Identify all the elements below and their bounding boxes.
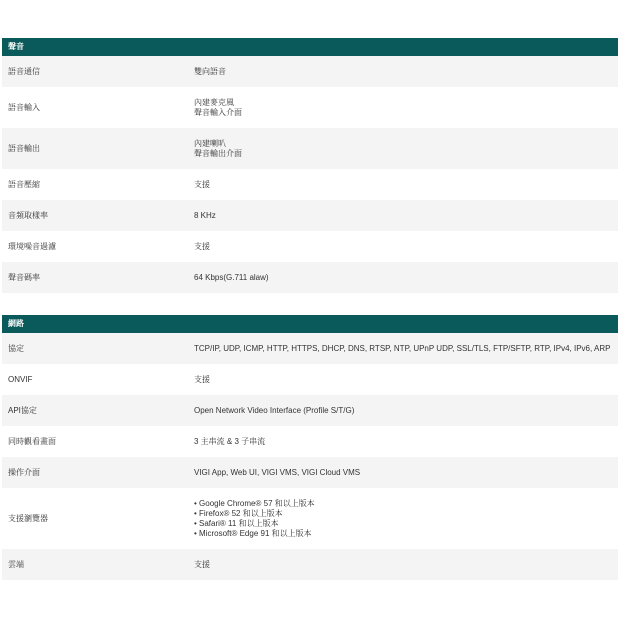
spec-value-line: TCP/IP, UDP, ICMP, HTTP, HTTPS, DHCP, DNS, RTSP, NTP, UPnP UDP, SSL/TLS, FTP/SFTP, RTP, IPv4, IPv6, ARP [194,343,611,353]
spec-value-line: 內建麥克風 [194,97,234,107]
spec-value-line: 支援 [194,179,210,189]
spec-value [194,437,618,447]
spec-value [194,344,618,354]
spec-value-line: • Firefox® 52 和以上版本 [194,508,283,518]
spec-row [2,395,618,426]
spec-row [2,364,618,395]
spec-row [2,549,618,580]
spec-row [2,262,618,293]
spec-value-line: • Google Chrome® 57 和以上版本 [194,498,315,508]
spec-value-line: 8 KHz [194,210,216,220]
spec-label: 語音通信 [8,67,40,76]
spec-label: 雲端 [8,560,24,569]
spec-value-line: 內建喇叭 [194,138,226,148]
audio-section [2,38,618,293]
spec-label: 聲音碼率 [8,273,40,282]
spec-value [194,211,618,221]
spec-row [2,87,618,128]
section-header-audio: 聲音 [2,38,618,56]
spec-value [194,468,618,478]
spec-value [194,139,618,159]
spec-value [194,242,618,252]
spec-row [2,200,618,231]
spec-value-line: • Safari® 11 和以上版本 [194,518,279,528]
spec-label: 語音輸出 [8,144,40,153]
spec-value-line: VIGI App, Web UI, VIGI VMS, VIGI Cloud VMS [194,467,361,477]
network-section [2,315,618,580]
spec-label: 環境噪音過濾 [8,242,56,251]
spec-value-line: Open Network Video Interface (Profile S/T/G) [194,405,355,415]
spec-label: 協定 [8,344,24,353]
spec-value-line: 3 主串流 & 3 子串流 [194,436,266,446]
spec-label: 語音壓縮 [8,180,40,189]
spec-row [2,169,618,200]
spec-value-line: 支援 [194,241,210,251]
section-header-network: 網路 [2,315,618,333]
spec-label: 同時觀看畫面 [8,437,56,446]
spec-value-line: 支援 [194,559,210,569]
network-rows [2,333,618,580]
spec-row [2,426,618,457]
spec-value [194,499,618,539]
spec-value [194,406,618,416]
spec-value-line: 雙向語音 [194,66,226,76]
spec-label: API協定 [8,406,37,415]
spec-row [2,56,618,87]
spec-row [2,488,618,549]
spec-row [2,333,618,364]
spec-value-line: 聲音輸入介面 [194,107,242,117]
spec-label: 支援瀏覽器 [8,514,48,523]
spec-value [194,98,618,118]
spec-label: 音頻取樣率 [8,211,48,220]
spec-row [2,231,618,262]
spec-value-line: • Microsoft® Edge 91 和以上版本 [194,528,312,538]
spec-label: 操作介面 [8,468,40,477]
spec-value-line: 聲音輸出介面 [194,148,242,158]
spec-value [194,560,618,570]
audio-rows [2,56,618,293]
spec-value [194,375,618,385]
spec-value [194,180,618,190]
spec-label: ONVIF [8,375,33,384]
spec-row [2,128,618,169]
spec-value [194,67,618,77]
spec-row [2,457,618,488]
spec-value [194,273,618,283]
spec-label: 語音輸入 [8,103,40,112]
spec-value-line: 支援 [194,374,210,384]
spec-value-line: 64 Kbps(G.711 alaw) [194,272,269,282]
